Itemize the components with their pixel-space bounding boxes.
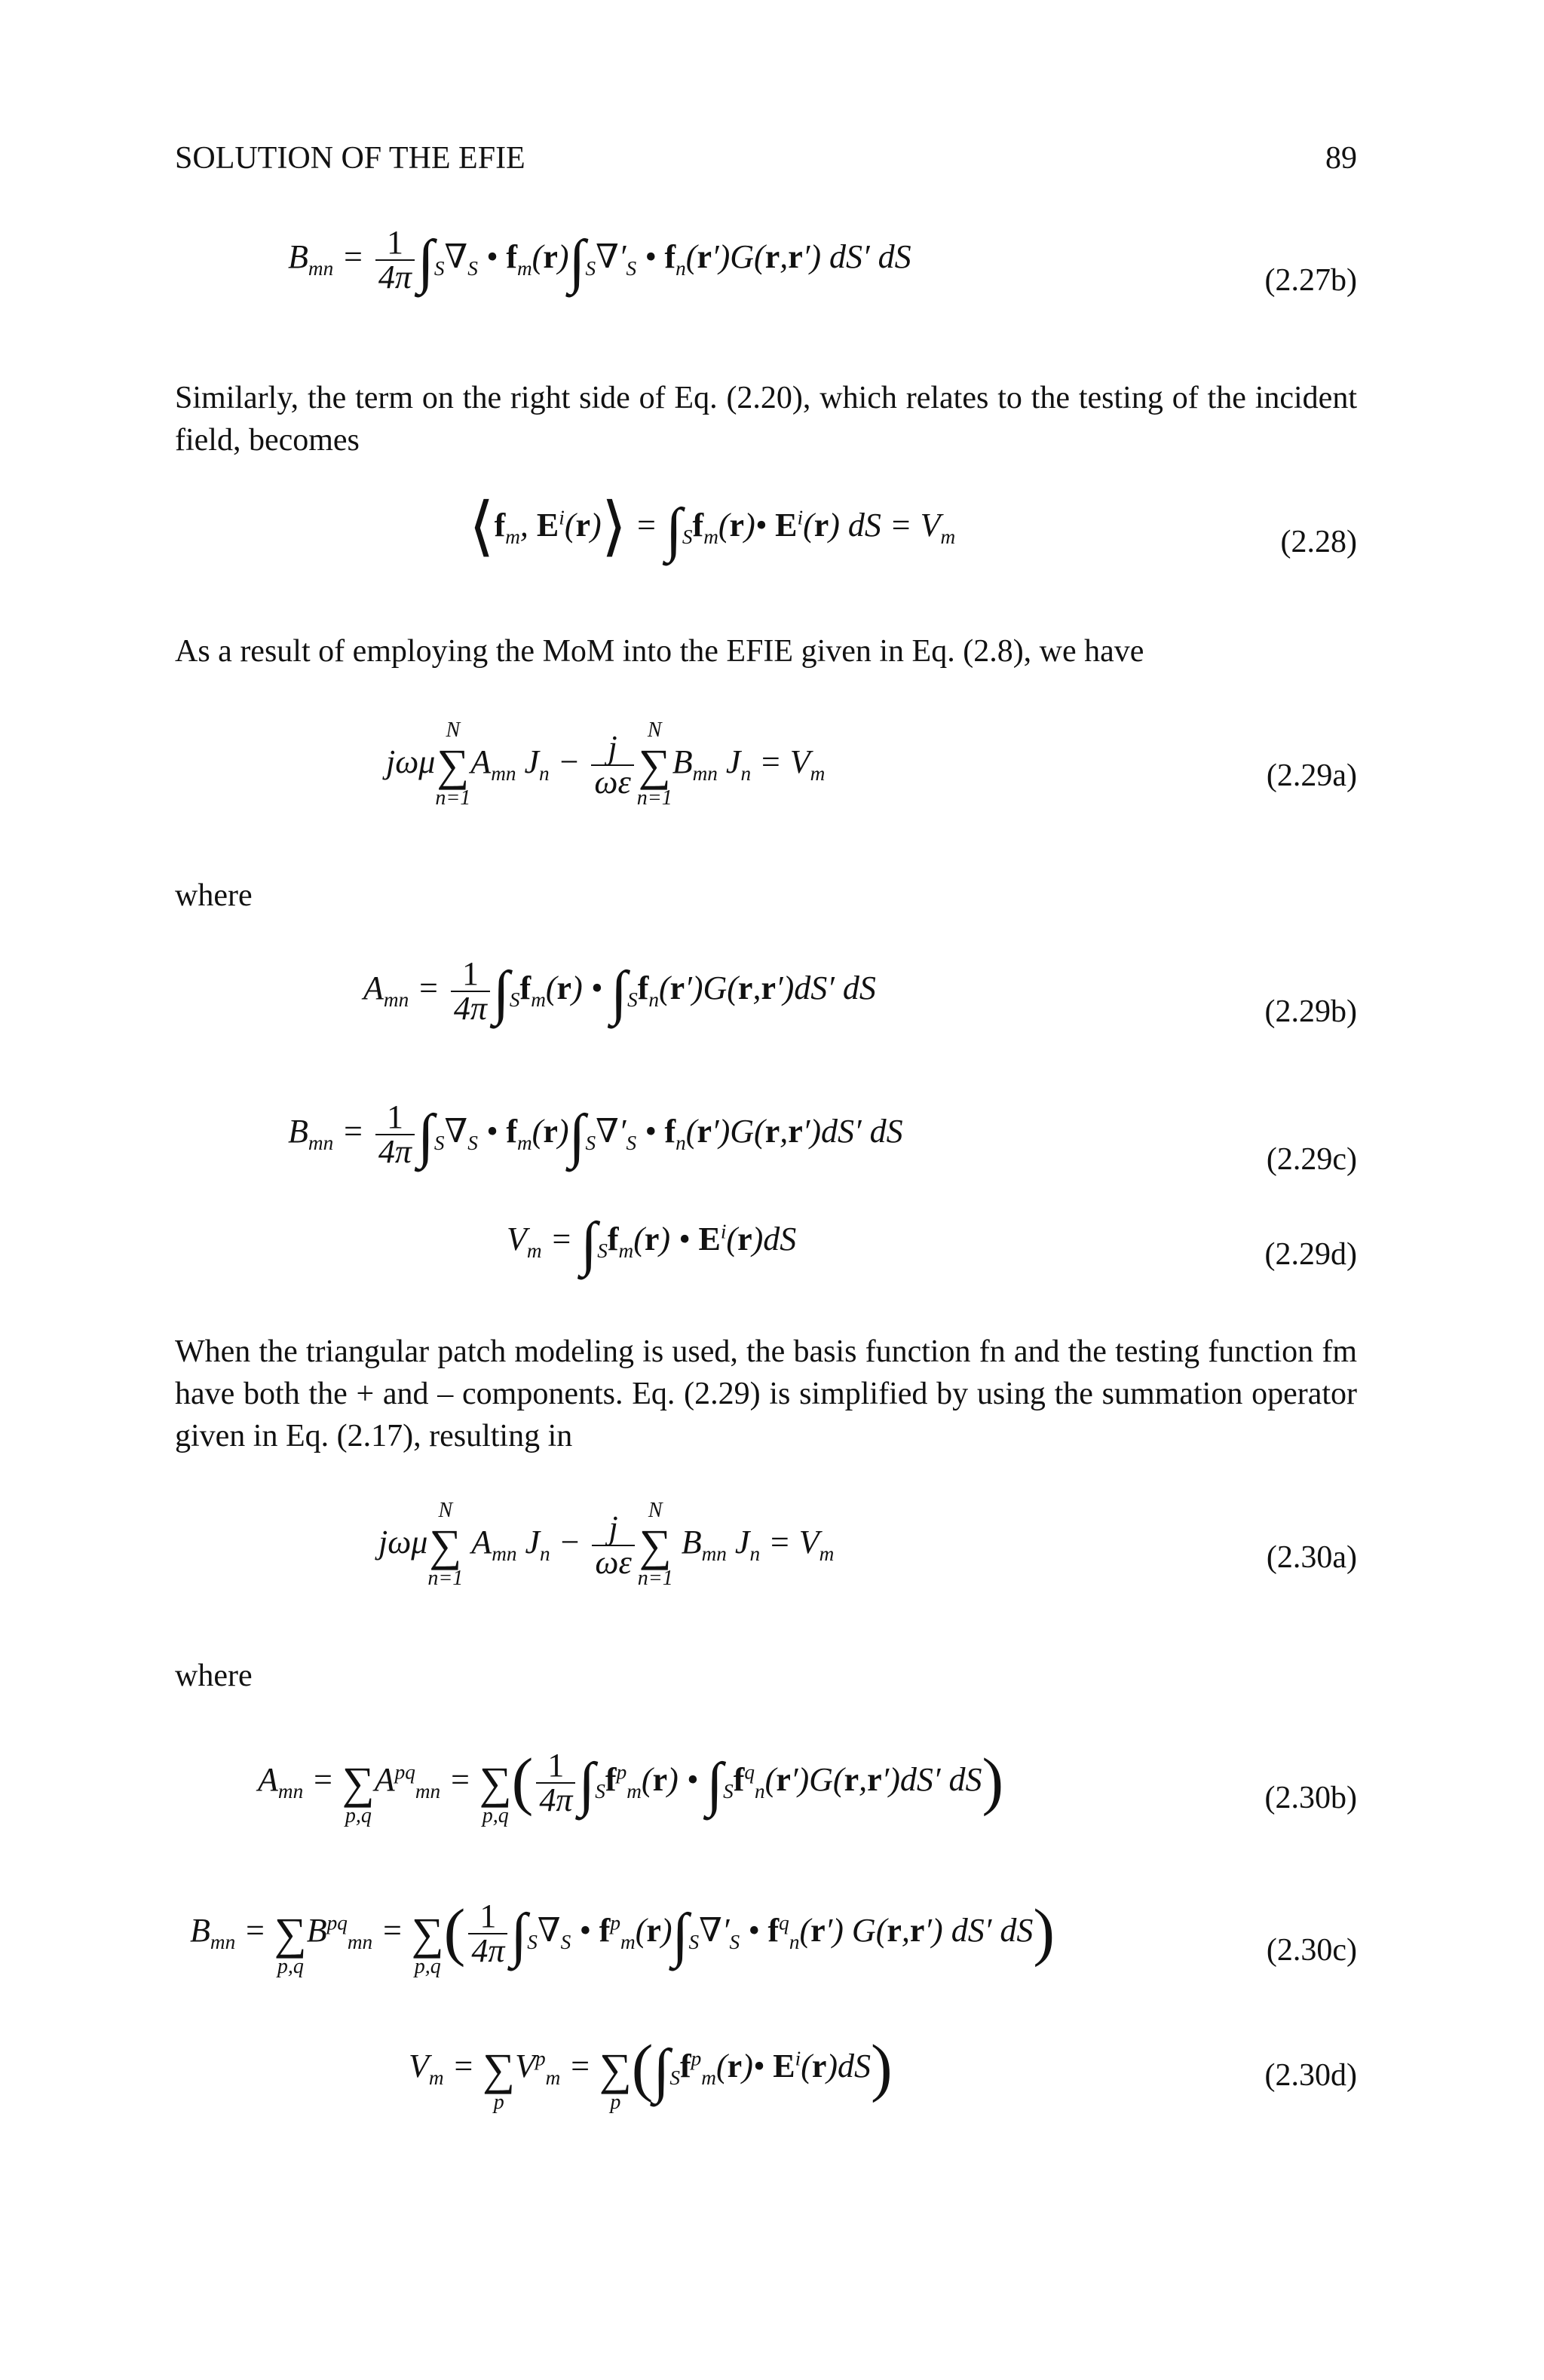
equation-number: (2.29b): [1264, 994, 1357, 1029]
equation-expression: $⟨f_m$, $E^i(r)⟩$ = $\int_Sf_m(r)•$ $E^i(r)$ dS = $V_m$: [469, 490, 956, 563]
paragraph: As a result of employing the MoM into the EFIE given in Eq. (2.8), we have: [175, 634, 1144, 669]
paragraph: Similarly, the term on the right side of Eq. (2.20), which relates to the testing of the incident field, becomes: [175, 381, 1357, 458]
equation-number: (2.27b): [1264, 263, 1357, 298]
equation-number: (2.29a): [1266, 758, 1357, 793]
equation-2-30d: [175, 2024, 1357, 2130]
equation-2-29a: [175, 720, 1357, 825]
running-head-title: SOLUTION OF THE EFIE: [175, 141, 525, 176]
equation-number: (2.30c): [1266, 1933, 1357, 1968]
equation-2-29b: [175, 957, 1357, 1063]
equation-expression: $A_{mn}$ = ∑ p,q $A^{pq}_{mn}$ = ∑ p,q ( $\frac{1}{4\pi}$ $\int_Sf^p_m(r)$ • $\int_Sf^q_n(r')G(r,r')dS'$ dS): [258, 1744, 1004, 1827]
equation-number: (2.29d): [1264, 1237, 1357, 1272]
equation-2-30c: [175, 1888, 1357, 1994]
equation-expression: $B_{mn}$ = ∑ p,q $B^{pq}_{mn}$ = ∑ p,q ( $\frac{1}{4\pi}$ $\int_S\nabla_S$ • $f^p_m(r)\int_S\nabla'_S$ • $f^q_n(r')$ G(r,r′) dS′ dS): [190, 1895, 1055, 1978]
equation-expression: $V_m = \int_Sf_m(r)$ • $E^i(r)dS$: [507, 1211, 797, 1277]
equation-number: (2.28): [1280, 525, 1357, 559]
equation-expression: $A_{mn}$ = $\frac{1}{4\pi}$ $\int_Sf_m(r)$ • $\int_Sf_n(r')G(r,r')dS'$ dS: [363, 955, 876, 1027]
equation-2-27b: [175, 226, 1357, 332]
equation-number: (2.29c): [1266, 1142, 1357, 1177]
where-label: where: [175, 878, 253, 913]
equation-2-29c: [175, 1098, 1357, 1206]
equation-2-30a: [175, 1500, 1357, 1606]
equation-expression: $B_{mn}$ = $\frac{1}{4\pi}$ $\int_S\nabla_S$ • $f_m(r)\int_S\nabla'_S$ • $f_n(r')G(r,r')$ dS′ dS: [288, 224, 911, 296]
equation-2-29d: [175, 1211, 1357, 1319]
equation-expression: $V_m$ = ∑ p $V^p_m$ = ∑ p ($\int_Sf^p_m(r)•$ $E^i(r)dS$): [409, 2031, 893, 2114]
equation-2-28: [175, 490, 1357, 599]
equation-2-30b: [175, 1738, 1357, 1843]
equation-number: (2.30a): [1266, 1540, 1357, 1575]
equation-number: (2.30d): [1264, 2058, 1357, 2093]
equation-number: (2.30b): [1264, 1781, 1357, 1815]
page-number: 89: [1325, 141, 1357, 176]
equation-expression: $B_{mn}$ = $\frac{1}{4\pi}$ $\int_S\nabla_S$ • $f_m(r)\int_S\nabla'_S$ • $f_n(r')G(r,r')dS'$ dS: [288, 1098, 903, 1170]
equation-expression: jωμ N ∑ n=1 $A_{mn}$ $J_n$ − $\frac{j}{\omega\varepsilon}$ N ∑ n=1 $B_{mn}$ $J_n = V_m$: [386, 718, 826, 810]
where-label: where: [175, 1659, 253, 1693]
equation-expression: jωμ N ∑ n=1 $A_{mn}$ $J_n$ − $\frac{j}{\omega\varepsilon}$ N ∑ n=1 $B_{mn}$ $J_n = V_m$: [378, 1499, 835, 1590]
paragraph: When the triangular patch modeling is used, the basis function fn and the testing function fm have both the + and – components. Eq. (2.29) is simplified by using the summation operator given in Eq. (2.17), resulting in: [175, 1334, 1357, 1453]
